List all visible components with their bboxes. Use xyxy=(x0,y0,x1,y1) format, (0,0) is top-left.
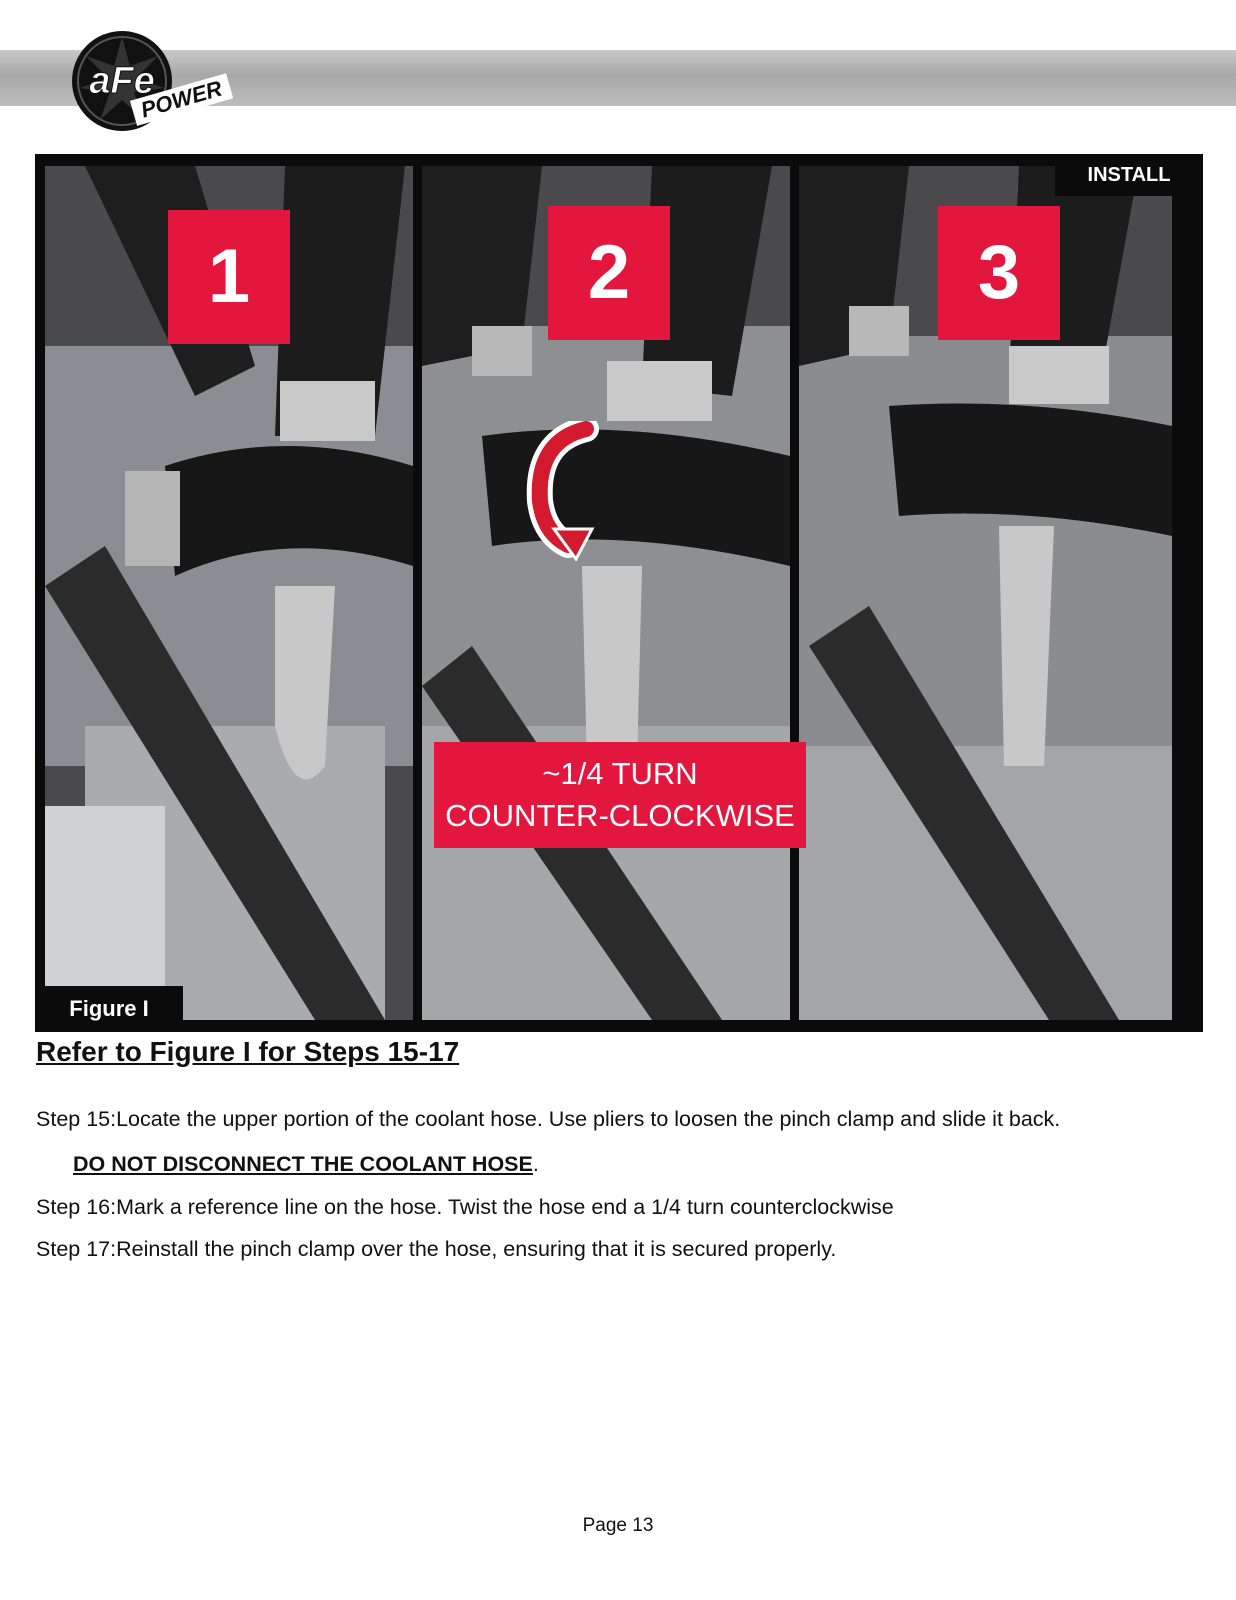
warning-text: DO NOT DISCONNECT THE COOLANT HOSE xyxy=(73,1152,533,1176)
step-badge-3: 3 xyxy=(938,206,1060,340)
photo-panel-1 xyxy=(45,166,413,1020)
logo-subtext: POWER xyxy=(138,75,225,123)
install-label: INSTALL xyxy=(1055,154,1203,196)
photo-panel-3 xyxy=(799,166,1172,1020)
step-badge-1: 1 xyxy=(168,210,290,344)
section-heading: Refer to Figure I for Steps 15-17 xyxy=(36,1036,460,1067)
logo-text: aFe xyxy=(89,60,155,102)
turn-callout-line-1: ~1/4 TURN xyxy=(542,756,698,791)
page-number: Page 13 xyxy=(582,1515,654,1536)
photo-panel-2 xyxy=(422,166,790,1020)
figure-i xyxy=(35,154,1203,1032)
turn-callout xyxy=(434,742,806,848)
warning-line xyxy=(73,1152,539,1177)
warning-suffix: . xyxy=(532,1152,539,1176)
afe-power-logo xyxy=(70,26,260,136)
step-15: Step 15:Locate the upper portion of the coolant hose. Use pliers to loosen the pinch clamp and slide it back. xyxy=(36,1107,1061,1131)
step-badge-2: 2 xyxy=(548,206,670,340)
figure-label: Figure I xyxy=(35,986,183,1032)
turn-callout-line-2: COUNTER-CLOCKWISE xyxy=(445,798,795,833)
step-17: Step 17:Reinstall the pinch clamp over the hose, ensuring that it is secured properly. xyxy=(36,1237,837,1261)
step-16: Step 16:Mark a reference line on the hose. Twist the hose end a 1/4 turn counterclockwise xyxy=(36,1195,894,1219)
counterclockwise-arrow-icon xyxy=(518,421,608,561)
